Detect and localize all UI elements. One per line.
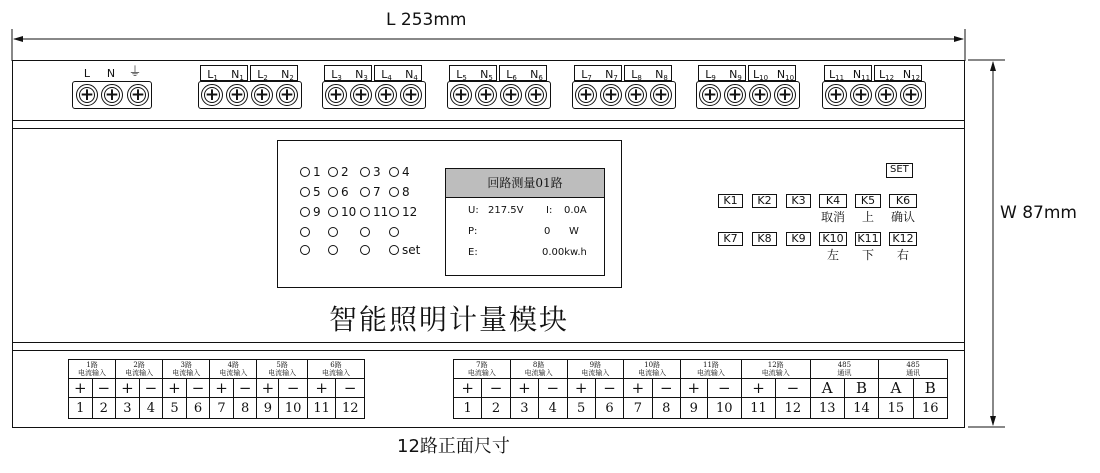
relay-terminal-label: $N_6$: [530, 68, 543, 82]
terminal-number: 1: [454, 398, 482, 419]
terminal-polarity: +: [257, 379, 279, 398]
relay-terminal-label: $N_4$: [405, 68, 418, 82]
terminal-screw: [251, 84, 273, 106]
led-circle-icon: [389, 187, 399, 197]
indicator-led: [300, 243, 313, 257]
terminal-number: 3: [510, 398, 538, 419]
terminal-polarity: −: [186, 379, 210, 398]
terminal-screw: [201, 84, 223, 106]
terminal-polarity: +: [510, 379, 538, 398]
relay-terminal-label: $L_8$: [631, 68, 642, 82]
terminal-label-l: L: [83, 67, 91, 80]
relay-terminal-label: $N_8$: [655, 68, 668, 82]
indicator-led: 8: [389, 185, 410, 199]
terminal-screw: [525, 84, 547, 106]
terminal-number: 15: [879, 398, 913, 419]
terminal-group-header: 2路 电流输入: [116, 360, 163, 379]
terminal-number: 6: [595, 398, 623, 419]
set-button[interactable]: SET: [886, 163, 913, 178]
terminal-group-header: 10路 电流输入: [624, 360, 681, 379]
key-function-label: 确认: [890, 210, 915, 224]
led-circle-icon: [328, 207, 338, 217]
led-circle-icon: [360, 207, 370, 217]
led-circle-icon: [300, 187, 310, 197]
terminal-number: 9: [257, 398, 279, 419]
terminal-polarity: B: [913, 379, 947, 398]
terminal-group-header: 12路 电流输入: [741, 360, 810, 379]
key-function-label: 左: [826, 248, 839, 262]
bottom-terminal-block-left: [68, 359, 365, 419]
relay-terminal-label: $L_2$: [257, 68, 268, 82]
terminal-group-header: 8路 电流输入: [510, 360, 567, 379]
indicator-led: 1: [300, 165, 321, 179]
indicator-led: [328, 243, 341, 257]
terminal-number: 16: [913, 398, 947, 419]
terminal-polarity: +: [116, 379, 140, 398]
terminal-polarity: +: [624, 379, 652, 398]
terminal-polarity: −: [482, 379, 510, 398]
key-function-label: 右: [896, 248, 909, 262]
led-circle-icon: [328, 187, 338, 197]
terminal-screw: [325, 84, 347, 106]
lcd-e-value: 0.00kw.h: [542, 247, 587, 258]
terminal-number: 12: [776, 398, 810, 419]
relay-terminal-label: $L_5$: [456, 68, 467, 82]
key-button[interactable]: K10: [819, 232, 847, 246]
led-circle-icon: [360, 167, 370, 177]
lcd-screen: [445, 168, 605, 276]
key-function-label: 上: [861, 210, 874, 224]
terminal-screw: [500, 84, 522, 106]
led-circle-icon: [328, 167, 338, 177]
terminal-number: 10: [279, 398, 308, 419]
terminal-polarity: +: [567, 379, 595, 398]
bottom-terminal-block-right: [453, 359, 948, 419]
lcd-p-value: 0: [544, 226, 551, 237]
terminal-number: 10: [707, 398, 741, 419]
terminal-screw: [699, 84, 721, 106]
indicator-led: [300, 225, 313, 239]
relay-terminal-label: $N_{12}$: [902, 68, 921, 82]
terminal-polarity: −: [139, 379, 163, 398]
terminal-screw: [450, 84, 472, 106]
terminal-number: 3: [116, 398, 140, 419]
terminal-number: 9: [681, 398, 708, 419]
terminal-number: 7: [624, 398, 652, 419]
terminal-screw: [400, 84, 422, 106]
lcd-e-label: E:: [468, 247, 478, 258]
terminal-screw: [724, 84, 746, 106]
led-circle-icon: [300, 167, 310, 177]
relay-terminal-label: $N_{10}$: [776, 68, 795, 82]
indicator-led: 4: [389, 165, 410, 179]
key-function-label: 下: [861, 248, 874, 262]
terminal-number: 8: [652, 398, 680, 419]
terminal-group-header: 3路 电流输入: [163, 360, 210, 379]
relay-terminal-label: $N_{11}$: [852, 68, 871, 82]
terminal-polarity: +: [741, 379, 775, 398]
terminal-screw: [575, 84, 597, 106]
terminal-polarity: +: [163, 379, 187, 398]
lcd-u-value: 217.5V: [488, 205, 524, 216]
relay-terminal-label: $L_{12}$: [878, 68, 895, 82]
key-button[interactable]: K8: [752, 232, 777, 246]
terminal-number: 7: [210, 398, 234, 419]
lcd-p-label: P:: [468, 226, 478, 237]
led-circle-icon: [300, 207, 310, 217]
relay-terminal-label: $L_{11}$: [828, 68, 845, 82]
terminal-number: 2: [92, 398, 116, 419]
terminal-number: 12: [336, 398, 365, 419]
key-button[interactable]: K2: [752, 194, 777, 208]
relay-terminal-label: $N_3$: [355, 68, 368, 82]
led-circle-icon: [389, 227, 399, 237]
figure-caption: 12路正面尺寸: [397, 436, 510, 457]
ground-icon: ⏚: [128, 65, 142, 80]
terminal-label-n: N: [106, 67, 116, 80]
terminal-polarity: +: [307, 379, 336, 398]
width-dimension-label: W 87mm: [1000, 203, 1077, 223]
terminal-screw: [600, 84, 622, 106]
relay-terminal-label: $N_7$: [605, 68, 618, 82]
terminal-screw: [226, 84, 248, 106]
terminal-screw: [875, 84, 897, 106]
terminal-group-header: 9路 电流输入: [567, 360, 624, 379]
indicator-led: [360, 243, 373, 257]
terminal-polarity: −: [707, 379, 741, 398]
terminal-number: 4: [139, 398, 163, 419]
indicator-led: 5: [300, 185, 321, 199]
key-function-label: 取消: [820, 210, 845, 224]
terminal-screw: [650, 84, 672, 106]
terminal-polarity: −: [279, 379, 308, 398]
terminal-polarity: −: [776, 379, 810, 398]
terminal-screw: [625, 84, 647, 106]
relay-terminal-label: $L_{10}$: [752, 68, 769, 82]
terminal-polarity: −: [233, 379, 257, 398]
indicator-led: [360, 225, 373, 239]
led-circle-icon: [389, 245, 399, 255]
terminal-polarity: −: [595, 379, 623, 398]
terminal-group-header: 6路 电流输入: [307, 360, 364, 379]
relay-terminal-label: $L_7$: [581, 68, 592, 82]
terminal-screw: [375, 84, 397, 106]
indicator-led: 10: [328, 205, 356, 219]
terminal-screw: [749, 84, 771, 106]
led-circle-icon: [328, 245, 338, 255]
key-button[interactable]: K3: [786, 194, 811, 208]
width-dimension-arrow: [960, 55, 1010, 435]
indicator-led: [389, 225, 402, 239]
terminal-screw: [475, 84, 497, 106]
relay-terminal-label: $N_9$: [729, 68, 742, 82]
terminal-screw: [350, 84, 372, 106]
indicator-led: 3: [360, 165, 381, 179]
led-circle-icon: [328, 227, 338, 237]
terminal-polarity: −: [652, 379, 680, 398]
indicator-led: 7: [360, 185, 381, 199]
terminal-group-header: 485 通讯: [879, 360, 948, 379]
relay-terminal-label: $L_1$: [207, 68, 218, 82]
lcd-p-unit: W: [569, 226, 579, 237]
indicator-led: 9: [300, 205, 321, 219]
terminal-number: 5: [567, 398, 595, 419]
indicator-led: 2: [328, 165, 349, 179]
terminal-polarity: +: [69, 379, 93, 398]
terminal-polarity: A: [810, 379, 844, 398]
led-circle-icon: [389, 167, 399, 177]
indicator-led: [328, 225, 341, 239]
terminal-number: 6: [186, 398, 210, 419]
terminal-screw: [850, 84, 872, 106]
led-circle-icon: [360, 227, 370, 237]
length-dimension-label: L 253mm: [386, 10, 467, 30]
terminal-polarity: B: [844, 379, 878, 398]
lcd-u-label: U:: [468, 205, 479, 216]
key-button[interactable]: K7: [718, 232, 743, 246]
lcd-i-label: I:: [546, 205, 553, 216]
indicator-led: 12: [389, 205, 417, 219]
terminal-screw: [276, 84, 298, 106]
terminal-number: 8: [233, 398, 257, 419]
relay-terminal-label: $N_2$: [281, 68, 294, 82]
indicator-led: set: [389, 243, 420, 257]
terminal-group-header: 7路 电流输入: [454, 360, 511, 379]
key-button[interactable]: K5: [855, 194, 881, 208]
terminal-screw: [101, 84, 123, 106]
length-dimension-arrow: [0, 25, 980, 65]
relay-terminal-label: $L_4$: [381, 68, 392, 82]
lcd-title: 回路测量01路: [446, 169, 604, 198]
terminal-screw: [127, 84, 149, 106]
terminal-number: 5: [163, 398, 187, 419]
terminal-screw: [900, 84, 922, 106]
terminal-polarity: −: [539, 379, 567, 398]
terminal-number: 13: [810, 398, 844, 419]
key-button[interactable]: K9: [786, 232, 811, 246]
key-button[interactable]: K4: [819, 194, 847, 208]
terminal-screw: [774, 84, 796, 106]
terminal-polarity: A: [879, 379, 913, 398]
led-circle-icon: [300, 227, 310, 237]
relay-terminal-label: $L_3$: [331, 68, 342, 82]
terminal-group-header: 11路 电流输入: [681, 360, 742, 379]
terminal-screw: [76, 84, 98, 106]
key-button[interactable]: K6: [889, 194, 917, 208]
terminal-group-header: 1路 电流输入: [69, 360, 116, 379]
lcd-i-value: 0.0A: [564, 205, 587, 216]
terminal-number: 11: [741, 398, 775, 419]
terminal-number: 11: [307, 398, 336, 419]
terminal-group-header: 5路 电流输入: [257, 360, 308, 379]
terminal-group-header: 4路 电流输入: [210, 360, 257, 379]
terminal-polarity: +: [454, 379, 482, 398]
terminal-number: 14: [844, 398, 878, 419]
display-panel: [277, 140, 622, 288]
terminal-number: 2: [482, 398, 510, 419]
terminal-polarity: −: [92, 379, 116, 398]
relay-terminal-label: $L_9$: [705, 68, 716, 82]
terminal-number: 1: [69, 398, 93, 419]
key-button[interactable]: K1: [718, 194, 743, 208]
relay-terminal-label: $N_5$: [480, 68, 493, 82]
led-circle-icon: [360, 187, 370, 197]
model-name: 智能照明计量模块: [329, 303, 570, 336]
indicator-led: 6: [328, 185, 349, 199]
terminal-number: 4: [539, 398, 567, 419]
terminal-group-header: 485 通讯: [810, 360, 879, 379]
key-button[interactable]: K12: [889, 232, 917, 246]
terminal-polarity: −: [336, 379, 365, 398]
relay-terminal-label: $L_6$: [506, 68, 517, 82]
led-circle-icon: [389, 207, 399, 217]
led-circle-icon: [300, 245, 310, 255]
terminal-polarity: +: [681, 379, 708, 398]
key-button[interactable]: K11: [855, 232, 881, 246]
terminal-screw: [825, 84, 847, 106]
indicator-led: 11: [360, 205, 388, 219]
led-circle-icon: [360, 245, 370, 255]
terminal-polarity: +: [210, 379, 234, 398]
relay-terminal-label: $N_1$: [231, 68, 244, 82]
